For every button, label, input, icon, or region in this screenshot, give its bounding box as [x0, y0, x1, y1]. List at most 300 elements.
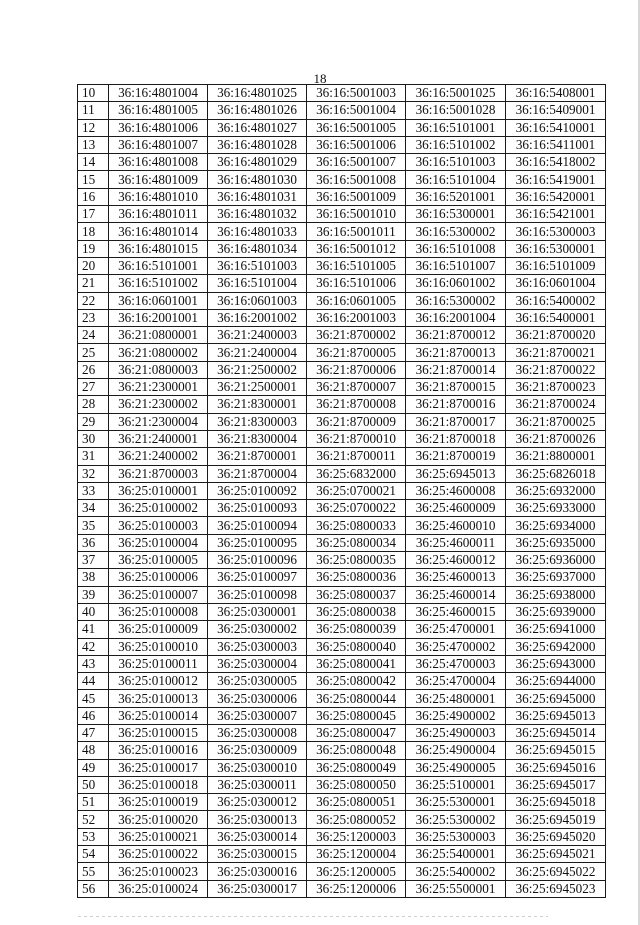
cadastral-number-cell: 36:21:8700012 — [406, 327, 506, 344]
table-row — [78, 828, 606, 845]
row-number-cell: 42 — [78, 638, 109, 655]
cadastral-number-cell: 36:21:0800003 — [109, 361, 208, 378]
cadastral-number-cell: 36:21:2300002 — [109, 396, 208, 413]
cadastral-number-cell: 36:16:4801032 — [208, 206, 307, 223]
cadastral-number-cell: 36:25:0800050 — [307, 776, 406, 793]
table-row — [78, 517, 606, 534]
table-row — [78, 344, 606, 361]
cadastral-number-cell: 36:16:5101008 — [406, 240, 506, 257]
cadastral-number-cell: 36:25:0100092 — [208, 482, 307, 499]
table-row — [78, 171, 606, 188]
cadastral-number-cell: 36:21:8700019 — [406, 448, 506, 465]
cadastral-number-cell: 36:16:4801031 — [208, 188, 307, 205]
cadastral-number-cell: 36:25:5400002 — [406, 863, 506, 880]
table-row — [78, 136, 606, 153]
cadastral-number-cell: 36:25:0100001 — [109, 482, 208, 499]
cadastral-number-cell: 36:25:0300009 — [208, 742, 307, 759]
cadastral-number-cell: 36:16:2001003 — [307, 309, 406, 326]
cadastral-number-cell: 36:25:4600010 — [406, 517, 506, 534]
row-number-cell: 32 — [78, 465, 109, 482]
cadastral-number-cell: 36:25:0800038 — [307, 603, 406, 620]
cadastral-number-cell: 36:16:4801029 — [208, 154, 307, 171]
row-number-cell: 39 — [78, 586, 109, 603]
table-row — [78, 413, 606, 430]
cadastral-number-cell: 36:16:5101004 — [208, 275, 307, 292]
cadastral-number-cell: 36:16:4801008 — [109, 154, 208, 171]
cadastral-number-cell: 36:16:4801014 — [109, 223, 208, 240]
table-row — [78, 188, 606, 205]
row-number-cell: 13 — [78, 136, 109, 153]
cadastral-number-cell: 36:21:8300001 — [208, 396, 307, 413]
cadastral-number-cell: 36:25:6938000 — [506, 586, 606, 603]
cadastral-number-cell: 36:25:6937000 — [506, 569, 606, 586]
cadastral-number-cell: 36:21:8700013 — [406, 344, 506, 361]
cadastral-number-cell: 36:25:0100021 — [109, 828, 208, 845]
cadastral-number-cell: 36:16:5400002 — [506, 292, 606, 309]
cadastral-number-cell: 36:25:0800039 — [307, 621, 406, 638]
row-number-cell: 12 — [78, 119, 109, 136]
row-number-cell: 30 — [78, 430, 109, 447]
cadastral-number-cell: 36:16:5001005 — [307, 119, 406, 136]
table-row — [78, 206, 606, 223]
cadastral-number-cell: 36:25:6944000 — [506, 673, 606, 690]
cadastral-number-cell: 36:16:5101002 — [406, 136, 506, 153]
row-number-cell: 56 — [78, 880, 109, 897]
table-row — [78, 638, 606, 655]
cadastral-number-cell: 36:16:0601003 — [208, 292, 307, 309]
cadastral-number-cell: 36:25:6945013 — [406, 465, 506, 482]
cadastral-number-cell: 36:21:2400002 — [109, 448, 208, 465]
table-row — [78, 430, 606, 447]
cadastral-number-cell: 36:21:2300004 — [109, 413, 208, 430]
cadastral-number-cell: 36:25:1200003 — [307, 828, 406, 845]
table-row — [78, 119, 606, 136]
table-row — [78, 309, 606, 326]
row-number-cell: 50 — [78, 776, 109, 793]
cadastral-number-cell: 36:21:8700006 — [307, 361, 406, 378]
cadastral-number-cell: 36:25:6935000 — [506, 534, 606, 551]
cadastral-number-cell: 36:25:6945019 — [506, 811, 606, 828]
row-number-cell: 16 — [78, 188, 109, 205]
row-number-cell: 43 — [78, 655, 109, 672]
cadastral-number-cell: 36:16:5420001 — [506, 188, 606, 205]
cadastral-number-cell: 36:21:8700024 — [506, 396, 606, 413]
cadastral-number-cell: 36:25:0100005 — [109, 552, 208, 569]
cadastral-number-cell: 36:25:0100017 — [109, 759, 208, 776]
cadastral-number-cell: 36:16:4801007 — [109, 136, 208, 153]
cadastral-number-cell: 36:25:0100022 — [109, 846, 208, 863]
cadastral-number-cell: 36:16:5101001 — [109, 257, 208, 274]
cadastral-number-cell: 36:25:0100015 — [109, 724, 208, 741]
cadastral-number-cell: 36:25:6939000 — [506, 603, 606, 620]
row-number-cell: 54 — [78, 846, 109, 863]
cadastral-number-cell: 36:25:4600013 — [406, 569, 506, 586]
cadastral-number-cell: 36:25:6934000 — [506, 517, 606, 534]
cadastral-number-cell: 36:25:0100003 — [109, 517, 208, 534]
table-row — [78, 569, 606, 586]
cadastral-number-cell: 36:25:4600012 — [406, 552, 506, 569]
cadastral-number-cell: 36:25:0800042 — [307, 673, 406, 690]
cadastral-number-cell: 36:25:6945017 — [506, 776, 606, 793]
cadastral-number-cell: 36:16:5101006 — [307, 275, 406, 292]
cadastral-number-cell: 36:25:0100002 — [109, 500, 208, 517]
cadastral-number-cell: 36:25:4900004 — [406, 742, 506, 759]
row-number-cell: 22 — [78, 292, 109, 309]
cadastral-number-cell: 36:25:0300001 — [208, 603, 307, 620]
cadastral-number-cell: 36:16:5418002 — [506, 154, 606, 171]
cadastral-number-cell: 36:16:4801025 — [208, 85, 307, 102]
cadastral-number-cell: 36:16:5409001 — [506, 102, 606, 119]
page-number: 18 — [313, 71, 327, 86]
cadastral-number-cell: 36:25:0100019 — [109, 794, 208, 811]
table-row — [78, 396, 606, 413]
cadastral-number-cell: 36:25:0300002 — [208, 621, 307, 638]
cadastral-number-cell: 36:16:5001011 — [307, 223, 406, 240]
cadastral-number-cell: 36:16:5101007 — [406, 257, 506, 274]
cadastral-number-cell: 36:16:4801010 — [109, 188, 208, 205]
cadastral-number-cell: 36:25:0300007 — [208, 707, 307, 724]
row-number-cell: 48 — [78, 742, 109, 759]
row-number-cell: 11 — [78, 102, 109, 119]
cadastral-number-cell: 36:16:4801028 — [208, 136, 307, 153]
cadastral-number-cell: 36:25:4700001 — [406, 621, 506, 638]
cadastral-number-cell: 36:25:0100024 — [109, 880, 208, 897]
row-number-cell: 26 — [78, 361, 109, 378]
cadastral-number-cell: 36:16:4801033 — [208, 223, 307, 240]
row-number-cell: 49 — [78, 759, 109, 776]
cadastral-number-cell: 36:25:0100006 — [109, 569, 208, 586]
cadastral-number-cell: 36:25:0300012 — [208, 794, 307, 811]
cadastral-number-cell: 36:16:5101002 — [109, 275, 208, 292]
cadastral-number-cell: 36:25:0300014 — [208, 828, 307, 845]
cadastral-number-cell: 36:21:2500002 — [208, 361, 307, 378]
row-number-cell: 29 — [78, 413, 109, 430]
cadastral-number-cell: 36:25:0100096 — [208, 552, 307, 569]
cadastral-number-cell: 36:21:8700010 — [307, 430, 406, 447]
row-number-cell: 55 — [78, 863, 109, 880]
cadastral-number-cell: 36:25:0800034 — [307, 534, 406, 551]
row-number-cell: 24 — [78, 327, 109, 344]
cadastral-number-cell: 36:25:0100097 — [208, 569, 307, 586]
cadastral-number-cell: 36:21:8700025 — [506, 413, 606, 430]
cadastral-number-cell: 36:25:1200004 — [307, 846, 406, 863]
cadastral-number-cell: 36:21:2400001 — [109, 430, 208, 447]
cadastral-number-cell: 36:16:5001008 — [307, 171, 406, 188]
row-number-cell: 14 — [78, 154, 109, 171]
table-row — [78, 275, 606, 292]
row-number-cell: 23 — [78, 309, 109, 326]
cadastral-number-cell: 36:16:5400001 — [506, 309, 606, 326]
cadastral-number-cell: 36:25:0300005 — [208, 673, 307, 690]
table-row — [78, 880, 606, 897]
cadastral-number-cell: 36:25:0800051 — [307, 794, 406, 811]
cadastral-number-cell: 36:25:6945013 — [506, 707, 606, 724]
cadastral-number-cell: 36:16:5001004 — [307, 102, 406, 119]
cadastral-number-cell: 36:16:5001009 — [307, 188, 406, 205]
table-row — [78, 154, 606, 171]
cadastral-number-cell: 36:16:4801005 — [109, 102, 208, 119]
cadastral-number-cell: 36:16:4801027 — [208, 119, 307, 136]
cadastral-number-cell: 36:25:0100008 — [109, 603, 208, 620]
cadastral-number-cell: 36:16:4801026 — [208, 102, 307, 119]
cadastral-number-cell: 36:16:4801015 — [109, 240, 208, 257]
row-number-cell: 51 — [78, 794, 109, 811]
cadastral-number-cell: 36:25:0100020 — [109, 811, 208, 828]
row-number-cell: 33 — [78, 482, 109, 499]
cadastral-number-cell: 36:25:0100094 — [208, 517, 307, 534]
row-number-cell: 40 — [78, 603, 109, 620]
row-number-cell: 34 — [78, 500, 109, 517]
cadastral-number-cell: 36:25:0100011 — [109, 655, 208, 672]
cadastral-number-cell: 36:25:6943000 — [506, 655, 606, 672]
table-row — [78, 621, 606, 638]
cadastral-number-cell: 36:25:6945018 — [506, 794, 606, 811]
cadastral-number-cell: 36:25:0700021 — [307, 482, 406, 499]
cadastral-number-cell: 36:25:0800047 — [307, 724, 406, 741]
cadastral-number-cell: 36:21:8700015 — [406, 379, 506, 396]
cadastral-number-cell: 36:16:4801009 — [109, 171, 208, 188]
cadastral-number-cell: 36:25:6941000 — [506, 621, 606, 638]
cadastral-number-cell: 36:25:5100001 — [406, 776, 506, 793]
row-number-cell: 35 — [78, 517, 109, 534]
cadastral-number-cell: 36:25:6945000 — [506, 690, 606, 707]
cadastral-number-cell: 36:16:5001010 — [307, 206, 406, 223]
row-number-cell: 52 — [78, 811, 109, 828]
cadastral-number-cell: 36:16:5001025 — [406, 85, 506, 102]
cadastral-number-cell: 36:25:1200006 — [307, 880, 406, 897]
cadastral-number-cell: 36:25:0800041 — [307, 655, 406, 672]
cadastral-number-cell: 36:21:8700005 — [307, 344, 406, 361]
cadastral-number-cell: 36:21:8700021 — [506, 344, 606, 361]
cadastral-number-cell: 36:16:5421001 — [506, 206, 606, 223]
cadastral-number-cell: 36:25:0300015 — [208, 846, 307, 863]
cadastral-number-cell: 36:21:2400004 — [208, 344, 307, 361]
cadastral-number-cell: 36:16:5001028 — [406, 102, 506, 119]
table-row — [78, 85, 606, 102]
row-number-cell: 45 — [78, 690, 109, 707]
cadastral-number-cell: 36:25:0700022 — [307, 500, 406, 517]
cadastral-number-cell: 36:25:4900003 — [406, 724, 506, 741]
cadastral-number-cell: 36:21:8300003 — [208, 413, 307, 430]
table-row — [78, 690, 606, 707]
cadastral-number-cell: 36:25:0800049 — [307, 759, 406, 776]
cadastral-number-cell: 36:25:5300002 — [406, 811, 506, 828]
cadastral-number-cell: 36:25:0100012 — [109, 673, 208, 690]
cadastral-number-cell: 36:25:0300004 — [208, 655, 307, 672]
cadastral-number-cell: 36:21:8700002 — [307, 327, 406, 344]
cadastral-number-cell: 36:25:4600014 — [406, 586, 506, 603]
table-row — [78, 240, 606, 257]
cadastral-number-cell: 36:16:5300003 — [506, 223, 606, 240]
cadastral-number-cell: 36:21:8700007 — [307, 379, 406, 396]
cadastral-number-cell: 36:16:5001007 — [307, 154, 406, 171]
cadastral-number-cell: 36:25:6945021 — [506, 846, 606, 863]
cadastral-number-cell: 36:25:0100023 — [109, 863, 208, 880]
cadastral-number-cell: 36:25:0300013 — [208, 811, 307, 828]
row-number-cell: 17 — [78, 206, 109, 223]
cadastral-number-cell: 36:25:4800001 — [406, 690, 506, 707]
cadastral-number-cell: 36:25:0800033 — [307, 517, 406, 534]
cadastral-number-cell: 36:16:2001004 — [406, 309, 506, 326]
table-body — [78, 85, 606, 898]
cadastral-number-cell: 36:16:5410001 — [506, 119, 606, 136]
cadastral-number-cell: 36:16:4801011 — [109, 206, 208, 223]
table-row — [78, 811, 606, 828]
cadastral-number-cell: 36:21:8300004 — [208, 430, 307, 447]
table-row — [78, 223, 606, 240]
cadastral-number-cell: 36:25:0100009 — [109, 621, 208, 638]
cadastral-number-cell: 36:16:5300001 — [406, 206, 506, 223]
cadastral-number-cell: 36:25:6832000 — [307, 465, 406, 482]
row-number-cell: 47 — [78, 724, 109, 741]
row-number-cell: 27 — [78, 379, 109, 396]
table-row — [78, 707, 606, 724]
table-row — [78, 603, 606, 620]
cadastral-number-cell: 36:21:2500001 — [208, 379, 307, 396]
cadastral-number-cell: 36:25:0100007 — [109, 586, 208, 603]
cadastral-number-cell: 36:25:4900002 — [406, 707, 506, 724]
row-number-cell: 18 — [78, 223, 109, 240]
cadastral-number-cell: 36:21:8700022 — [506, 361, 606, 378]
cadastral-number-cell: 36:25:0300010 — [208, 759, 307, 776]
row-number-cell: 15 — [78, 171, 109, 188]
cadastral-number-cell: 36:21:8700011 — [307, 448, 406, 465]
table-row — [78, 448, 606, 465]
row-number-cell: 21 — [78, 275, 109, 292]
cadastral-number-cell: 36:21:8700004 — [208, 465, 307, 482]
cadastral-number-cell: 36:25:5300001 — [406, 794, 506, 811]
cadastral-number-cell: 36:25:0300016 — [208, 863, 307, 880]
cadastral-number-cell: 36:16:5201001 — [406, 188, 506, 205]
cadastral-number-cell: 36:25:0100016 — [109, 742, 208, 759]
cadastral-number-cell: 36:16:5101009 — [506, 257, 606, 274]
cadastral-number-cell: 36:25:0800048 — [307, 742, 406, 759]
table-row — [78, 863, 606, 880]
cadastral-number-cell: 36:25:4900005 — [406, 759, 506, 776]
table-row — [78, 292, 606, 309]
scan-artifact-line — [78, 916, 548, 917]
cadastral-number-cell: 36:16:0601005 — [307, 292, 406, 309]
cadastral-number-cell: 36:25:0800052 — [307, 811, 406, 828]
cadastral-number-cell: 36:21:8700026 — [506, 430, 606, 447]
table-row — [78, 465, 606, 482]
cadastral-number-cell: 36:21:8700009 — [307, 413, 406, 430]
cadastral-number-cell: 36:25:6933000 — [506, 500, 606, 517]
cadastral-number-cell: 36:16:2001001 — [109, 309, 208, 326]
cadastral-number-cell: 36:25:5500001 — [406, 880, 506, 897]
cadastral-number-cell: 36:25:0100010 — [109, 638, 208, 655]
table-row — [78, 846, 606, 863]
row-number-cell: 20 — [78, 257, 109, 274]
cadastral-number-cell: 36:25:6826018 — [506, 465, 606, 482]
cadastral-number-cell: 36:16:5411001 — [506, 136, 606, 153]
cadastral-number-cell: 36:25:4600015 — [406, 603, 506, 620]
table-row — [78, 534, 606, 551]
cadastral-number-cell: 36:25:5400001 — [406, 846, 506, 863]
row-number-cell: 36 — [78, 534, 109, 551]
cadastral-number-cell: 36:25:6945015 — [506, 742, 606, 759]
cadastral-number-cell: 36:21:8700008 — [307, 396, 406, 413]
cadastral-number-cell: 36:16:5300001 — [506, 240, 606, 257]
cadastral-number-cell: 36:16:5101004 — [406, 171, 506, 188]
table-row — [78, 379, 606, 396]
row-number-cell: 41 — [78, 621, 109, 638]
cadastral-number-cell: 36:16:5001003 — [307, 85, 406, 102]
cadastral-number-cell: 36:21:2400003 — [208, 327, 307, 344]
cadastral-number-cell: 36:16:5300002 — [406, 223, 506, 240]
cadastral-number-cell: 36:25:0100004 — [109, 534, 208, 551]
cadastral-number-cell: 36:25:6932000 — [506, 482, 606, 499]
cadastral-number-cell: 36:25:0100098 — [208, 586, 307, 603]
cadastral-number-cell: 36:25:6945016 — [506, 759, 606, 776]
cadastral-number-cell: 36:16:0601004 — [506, 275, 606, 292]
cadastral-number-cell: 36:25:0800037 — [307, 586, 406, 603]
cadastral-number-cell: 36:25:0100095 — [208, 534, 307, 551]
cadastral-number-cell: 36:25:4600011 — [406, 534, 506, 551]
row-number-cell: 44 — [78, 673, 109, 690]
cadastral-number-cell: 36:25:6936000 — [506, 552, 606, 569]
cadastral-number-cell: 36:25:6945022 — [506, 863, 606, 880]
table-row — [78, 102, 606, 119]
cadastral-number-cell: 36:25:0300017 — [208, 880, 307, 897]
cadastral-number-cell: 36:25:0300006 — [208, 690, 307, 707]
cadastral-number-cell: 36:21:8700001 — [208, 448, 307, 465]
cadastral-number-cell: 36:25:0800044 — [307, 690, 406, 707]
cadastral-number-cell: 36:25:4700002 — [406, 638, 506, 655]
cadastral-number-cell: 36:25:5300003 — [406, 828, 506, 845]
table-row — [78, 655, 606, 672]
table-row — [78, 759, 606, 776]
cadastral-number-cell: 36:16:4801004 — [109, 85, 208, 102]
cadastral-number-cell: 36:21:8700017 — [406, 413, 506, 430]
table-row — [78, 742, 606, 759]
cadastral-number-cell: 36:16:5300002 — [406, 292, 506, 309]
cadastral-number-cell: 36:25:6942000 — [506, 638, 606, 655]
cadastral-number-cell: 36:25:4600008 — [406, 482, 506, 499]
cadastral-number-cell: 36:16:4801034 — [208, 240, 307, 257]
table-row — [78, 500, 606, 517]
cadastral-number-cell: 36:25:4700004 — [406, 673, 506, 690]
cadastral-number-cell: 36:21:8700020 — [506, 327, 606, 344]
cadastral-number-cell: 36:25:4700003 — [406, 655, 506, 672]
cadastral-number-cell: 36:25:0800040 — [307, 638, 406, 655]
table-row — [78, 257, 606, 274]
cadastral-number-cell: 36:25:0800035 — [307, 552, 406, 569]
cadastral-number-cell: 36:25:0300011 — [208, 776, 307, 793]
cadastral-number-cell: 36:16:4801030 — [208, 171, 307, 188]
cadastral-number-cell: 36:25:6945023 — [506, 880, 606, 897]
cadastral-number-cell: 36:16:0601001 — [109, 292, 208, 309]
table-row — [78, 724, 606, 741]
row-number-cell: 10 — [78, 85, 109, 102]
cadastral-number-cell: 36:16:5001012 — [307, 240, 406, 257]
cadastral-number-cell: 36:25:0100014 — [109, 707, 208, 724]
cadastral-number-cell: 36:25:1200005 — [307, 863, 406, 880]
cadastral-number-cell: 36:21:8700016 — [406, 396, 506, 413]
cadastral-number-cell: 36:25:0100093 — [208, 500, 307, 517]
cadastral-number-table — [77, 84, 606, 898]
cadastral-number-cell: 36:25:0800045 — [307, 707, 406, 724]
cadastral-number-cell: 36:21:8800001 — [506, 448, 606, 465]
cadastral-number-cell: 36:25:6945014 — [506, 724, 606, 741]
cadastral-number-cell: 36:16:5408001 — [506, 85, 606, 102]
cadastral-number-cell: 36:21:0800002 — [109, 344, 208, 361]
row-number-cell: 38 — [78, 569, 109, 586]
table-row — [78, 586, 606, 603]
table-row — [78, 361, 606, 378]
cadastral-number-cell: 36:16:2001002 — [208, 309, 307, 326]
row-number-cell: 31 — [78, 448, 109, 465]
